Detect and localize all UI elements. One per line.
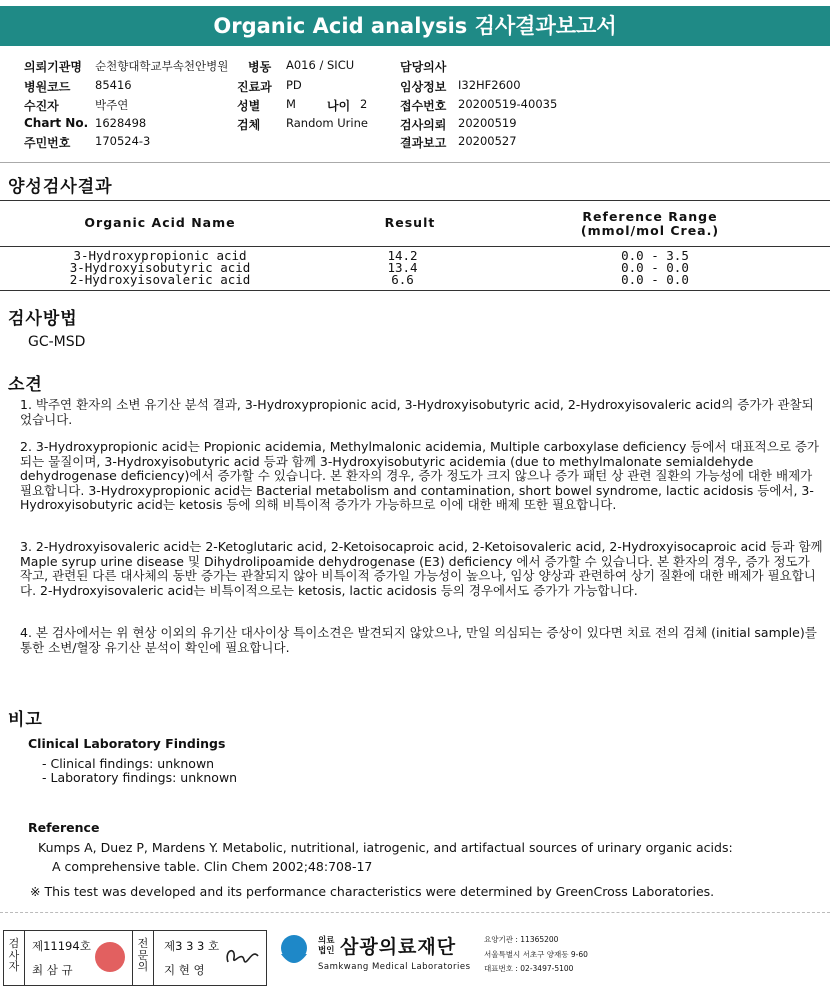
- age-value: 2: [360, 97, 368, 111]
- org-prefix: 의료법인: [318, 936, 335, 956]
- clinical-value: I32HF2600: [458, 78, 521, 92]
- method-title: 검사방법: [8, 309, 78, 329]
- finding-2: 2. 3-Hydroxypropionic acid는 Propionic acidemia, Methylmalonic acidemia, Multiple carboxylase deficiency 등에서 대표적으로 증가되는 물질이며, 3-Hydroxyisobutyric acid 등과 함께 3-Hydroxyisobutyric acidemia (due to methylmalonate semialdehyde dehydrogenase deficiency)에서 증가할 수 있습니다. 본 환자의 경우, 증가 정도가 크지 않으나 증가 패턴 상 관련 질환의 가능성에 대한 배제가 필요합니다. 3-Hydroxypropionic acid는 Bacterial metabolism and contamination, short bowel syndrome, lactic acidosis 등에서, 3-Hydroxyisobutyric acid는 ketosis 등에 의해 비특이적 증가가 가능하므로 이에 대한 배제 또한 필요합니다.: [20, 439, 820, 512]
- specialist-label: 전문의: [137, 937, 149, 973]
- table-row-result: 14.2: [387, 248, 418, 263]
- org-name: 삼광의료재단: [340, 936, 457, 958]
- finding-3: 3. 2-Hydroxyisovaleric acid는 2-Ketoglutaric acid, 2-Ketoisocaproic acid, 2-Ketoisovaleric acid, 2-Hydroxyisocaproic acid 등과 함께 Maple syrup urine disease 및 Dihydrolipoamide dehydrogenase (E3) deficiency 에서 증가할 수 있습니다. 본 환자의 경우, 증가 정도가 작고, 관련된 다른 대사체의 동반 증가는 관찰되지 않아 비특이적 증가일 가능성이 높으나, 임상 양상과 관련하여 상기 질환에 대한 배제가 필요합니다. 2-Hydroxyisovaleric acid는 비특이적으로는 ketosis, lactic acidosis 등의 경우에서도 증가가 가능합니다.: [20, 539, 823, 598]
- contact-phone: 대표번호 : 02-3497-5100: [484, 964, 574, 973]
- table-row-ref: 0.0 - 0.0: [621, 260, 689, 275]
- finding-4: 4. 본 검사에서는 위 현상 이외의 유기산 대사이상 특이소견은 발견되지 않았으나, 만일 의심되는 증상이 있다면 치료 전의 검체 (initial sample)를 통한 소변/혈장 유기산 분석이 확인에 필요합니다.: [20, 625, 817, 655]
- divider: [24, 930, 25, 986]
- divider: [153, 930, 154, 986]
- clinical-findings-title: Clinical Laboratory Findings: [28, 736, 226, 751]
- ward-label: 병동: [248, 60, 272, 74]
- doctor-label: 담당의사: [400, 60, 447, 74]
- sex-label: 성별: [237, 99, 261, 113]
- clinical-finding-line: - Clinical findings: unknown: [42, 756, 215, 771]
- hospital-label: 의뢰기관명: [24, 60, 82, 74]
- table-row-ref: 0.0 - 0.0: [621, 272, 689, 287]
- specialist-number: 제3 3 3 호: [164, 939, 220, 953]
- chart-value: 1628498: [95, 116, 147, 130]
- request-label: 검사의뢰: [400, 118, 447, 132]
- age-label: 나이: [327, 99, 351, 113]
- col-result-header: Result: [384, 215, 436, 230]
- report-value: 20200527: [458, 134, 517, 148]
- hospcode-label: 병원코드: [24, 80, 71, 94]
- positive-title: 양성검사결과: [8, 177, 113, 197]
- reference-line-1: Kumps A, Duez P, Mardens Y. Metabolic, nutritional, iatrogenic, and artifactual sources of urinary organic acids:: [38, 840, 733, 855]
- org-english-name: Samkwang Medical Laboratories: [318, 962, 471, 972]
- hospital-value: 순천향대학교부속천안병원: [95, 59, 229, 73]
- receipt-label: 접수번호: [400, 99, 447, 113]
- divider: [0, 162, 830, 163]
- col-unit-header: (mmol/mol Crea.): [580, 223, 720, 238]
- table-row-result: 13.4: [387, 260, 418, 275]
- logo-text: SML: [283, 962, 302, 971]
- request-value: 20200519: [458, 116, 517, 130]
- remarks-title: 비고: [8, 710, 43, 730]
- finding-1: 1. 박주연 환자의 소변 유기산 분석 결과, 3-Hydroxypropionic acid, 3-Hydroxyisobutyric acid, 2-Hydroxyisovaleric acid의 증가가 관찰되었습니다.: [20, 397, 814, 427]
- footer-divider: [0, 912, 830, 913]
- table-row-name: 3-Hydroxypropionic acid: [73, 248, 247, 263]
- patient-value: 박주연: [95, 98, 129, 112]
- sex-value: M: [286, 97, 296, 111]
- table-row-result: 6.6: [391, 272, 414, 287]
- lab-finding-line: - Laboratory findings: unknown: [42, 770, 238, 785]
- examiner-number: 제11194호: [32, 939, 91, 953]
- table-header-rule: [0, 246, 830, 247]
- table-bottom-rule: [0, 290, 830, 291]
- method-value: GC-MSD: [28, 334, 86, 350]
- col-ref-header: Reference Range: [582, 209, 718, 224]
- examiner-label: 검사자: [8, 937, 20, 973]
- table-row-name: 2-Hydroxyisovaleric acid: [69, 272, 251, 287]
- report-title: Organic Acid analysis 검사결과보고서: [0, 6, 830, 46]
- dept-value: PD: [286, 78, 302, 92]
- clinical-label: 임상정보: [400, 80, 447, 94]
- id-label: 주민번호: [24, 136, 71, 150]
- divider: [132, 930, 133, 986]
- report-label: 결과보고: [400, 136, 447, 150]
- signature-icon: [222, 940, 262, 972]
- id-value: 170524-3: [95, 134, 151, 148]
- specialist-name: 지 현 영: [164, 963, 205, 977]
- patient-label: 수진자: [24, 99, 59, 113]
- reference-line-2: A comprehensive table. Clin Chem 2002;48:708-17: [52, 859, 373, 874]
- reference-title: Reference: [28, 820, 100, 835]
- contact-code: 요양기관 : 11365200: [484, 935, 559, 944]
- ward-value: A016 / SICU: [286, 58, 355, 72]
- contact-address: 서울특별시 서초구 양재동 9-60: [484, 950, 588, 959]
- table-row-name: 3-Hydroxyisobutyric acid: [69, 260, 251, 275]
- specimen-label: 검체: [237, 118, 261, 132]
- hospcode-value: 85416: [95, 78, 132, 92]
- table-row-ref: 0.0 - 3.5: [621, 248, 689, 263]
- findings-title: 소견: [8, 375, 43, 395]
- receipt-value: 20200519-40035: [458, 97, 558, 111]
- chart-label: Chart No.: [24, 116, 89, 130]
- specimen-value: Random Urine: [286, 116, 368, 130]
- table-top-rule: [0, 200, 830, 201]
- dept-label: 진료과: [237, 80, 272, 94]
- col-name-header: Organic Acid Name: [84, 215, 236, 230]
- examiner-name: 최 삼 규: [32, 963, 73, 977]
- examiner-seal: [95, 942, 125, 972]
- development-note: ※ This test was developed and its performance characteristics were determined by GreenCross Laboratories.: [30, 884, 715, 899]
